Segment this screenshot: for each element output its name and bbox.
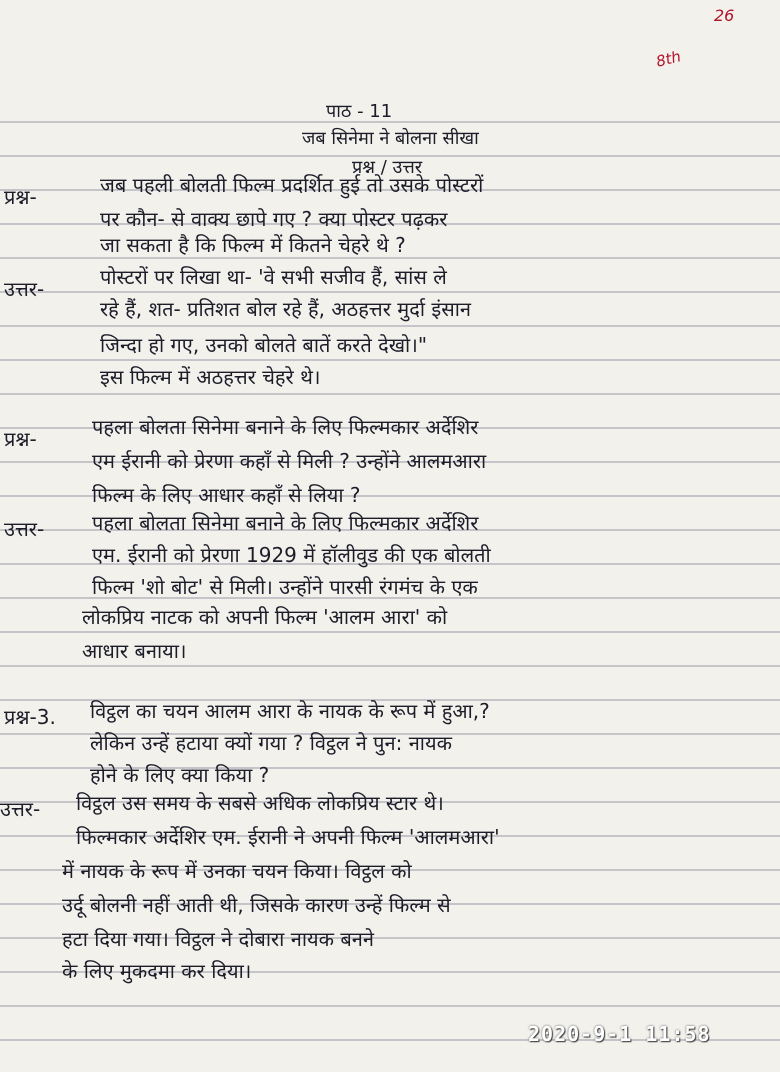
answer-line: के लिए मुकदमा कर दिया। bbox=[62, 959, 252, 983]
answer-line: में नायक के रूप में उनका चयन किया। विट्ठल को bbox=[62, 859, 412, 883]
question-label: प्रश्न-3. bbox=[4, 705, 56, 729]
question-line: विट्ठल का चयन आलम आरा के नायक के रूप में हुआ,? bbox=[90, 699, 490, 723]
question-line: लेकिन उन्हें हटाया क्यों गया ? विट्ठल ने पुन: नायक bbox=[90, 731, 452, 755]
question-line: जा सकता है कि फिल्म में कितने चेहरे थे ? bbox=[100, 233, 406, 257]
answer-line: उर्दू बोलनी नहीं आती थी, जिसके कारण उन्हें फिल्म से bbox=[62, 893, 451, 917]
answer-line: आधार बनाया। bbox=[82, 639, 187, 663]
answer-line: फिल्म 'शो बोट' से मिली। उन्होंने पारसी रंगमंच के एक bbox=[92, 575, 478, 599]
question-line: पहला बोलता सिनेमा बनाने के लिए फिल्मकार अर्देशिर bbox=[92, 415, 479, 439]
answer-line: एम. ईरानी को प्रेरणा 1929 में हॉलीवुड की एक बोलती bbox=[92, 543, 491, 567]
question-line: एम ईरानी को प्रेरणा कहाँ से मिली ? उन्होंने आलमआरा bbox=[92, 449, 487, 473]
grade-mark: 8th bbox=[654, 47, 683, 71]
lesson-heading: पाठ - 11 bbox=[326, 101, 393, 122]
answer-line: रहे हैं, शत- प्रतिशत बोल रहे हैं, अठहत्तर मुर्दा इंसान bbox=[100, 297, 472, 321]
answer-line: विट्ठल उस समय के सबसे अधिक लोकप्रिय स्टार थे। bbox=[76, 791, 444, 815]
photo-timestamp: 2020-9-1 11:58 bbox=[528, 1022, 711, 1046]
answer-line: जिन्दा हो गए, उनको बोलते बातें करते देखो।" bbox=[100, 333, 428, 357]
answer-line: इस फिल्म में अठहत्तर चेहरे थे। bbox=[100, 365, 321, 389]
question-line: फिल्म के लिए आधार कहाँ से लिया ? bbox=[92, 483, 361, 507]
question-line: होने के लिए क्या किया ? bbox=[90, 763, 270, 787]
answer-line: हटा दिया गया। विट्ठल ने दोबारा नायक बनने bbox=[62, 927, 374, 951]
answer-label: उत्तर- bbox=[4, 517, 45, 541]
answer-line: पोस्टरों पर लिखा था- 'वे सभी सजीव हैं, सांस ले bbox=[100, 265, 447, 289]
question-line: पर कौन- से वाक्य छापे गए ? क्या पोस्टर पढ़कर bbox=[100, 207, 448, 231]
answer-line: लोकप्रिय नाटक को अपनी फिल्म 'आलम आरा' को bbox=[82, 605, 448, 629]
answer-label: उत्तर- bbox=[0, 797, 41, 821]
page-number: 26 bbox=[714, 6, 735, 25]
question-label: प्रश्न- bbox=[4, 427, 37, 451]
answer-label: उत्तर- bbox=[4, 277, 45, 301]
question-label: प्रश्न- bbox=[4, 185, 37, 209]
question-line: जब पहली बोलती फिल्म प्रदर्शित हुई तो उसके पोस्टरों bbox=[100, 173, 484, 197]
section-subtitle: प्रश्न / उत्तर bbox=[352, 157, 423, 178]
answer-line: फिल्मकार अर्देशिर एम. ईरानी ने अपनी फिल्म 'आलमआरा' bbox=[76, 825, 500, 849]
answer-line: पहला बोलता सिनेमा बनाने के लिए फिल्मकार अर्देशिर bbox=[92, 511, 479, 535]
chapter-title: जब सिनेमा ने बोलना सीखा bbox=[302, 128, 479, 149]
